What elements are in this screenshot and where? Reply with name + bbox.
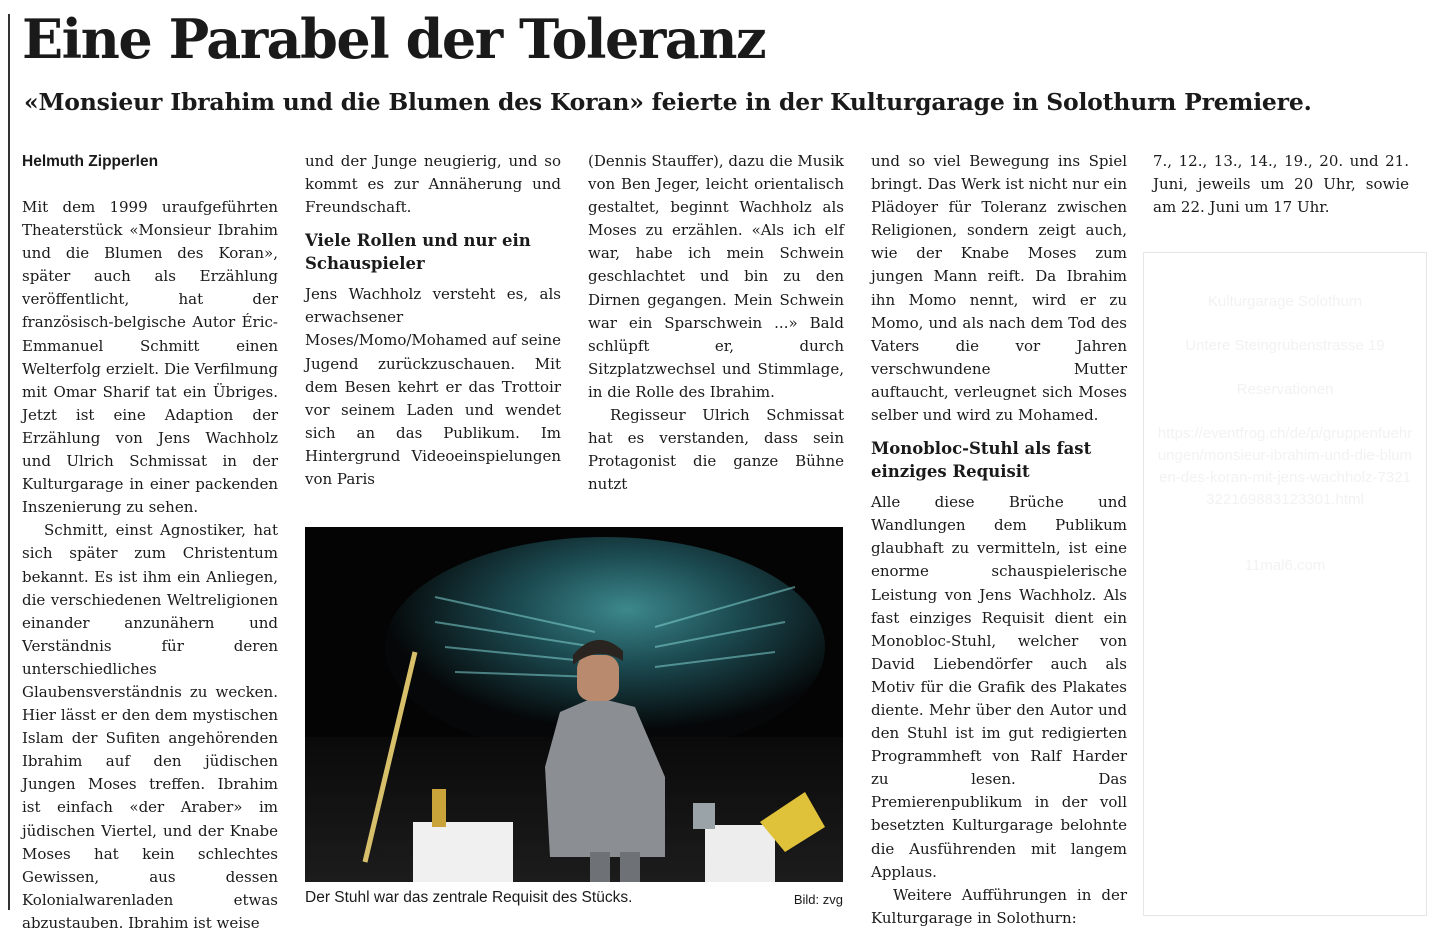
article-column-3	[588, 150, 844, 496]
article-column-1	[22, 150, 278, 935]
stage-photo	[305, 527, 843, 882]
info-venue: Kulturgarage Solothurn	[1207, 293, 1363, 310]
info-reservation-link[interactable]: https://eventfrog.ch/de/p/gruppenfuehrungen/monsieur-ibrahim-und-die-blumen-des-koran-mit-jens-wachholz-7321322169883123301.html	[1157, 425, 1413, 508]
paragraph: Alle diese Brüche und Wandlungen dem Publikum glaubhaft zu vermitteln, ist eine enorme schauspielerische Leistung von Jens Wachholz. Als fast einziges Requisit dient ein Monobloc-Stuhl, welcher von David Liebendörfer auch als Motiv für die Grafik des Plakates diente. Mehr über den Autor und den Stuhl ist im gut redigierten Programmheft von Ralf Harder zu lesen. Das Premierenpublikum in der voll besetzten Kulturgarage belohnte die Ausführenden mit langem Applaus.	[871, 493, 1127, 881]
stage-photo-illustration	[305, 527, 843, 882]
subheadline: «Monsieur Ibrahim und die Blumen des Koran» feierte in der Kulturgarage in Solothurn Premiere.	[24, 88, 1312, 116]
photo-credit: Bild: zvg	[793, 892, 843, 907]
info-website-link[interactable]: 11mal6.com	[1244, 557, 1326, 574]
info-box	[1143, 252, 1427, 916]
caption-text: Der Stuhl war das zentrale Requisit des Stücks.	[305, 889, 633, 906]
paragraph: 7., 12., 13., 14., 19., 20. und 21. Juni, jeweils um 20 Uhr, sowie am 22. Juni um 17 Uhr.	[1153, 152, 1409, 217]
info-address: Untere Steingrubenstrasse 19	[1185, 337, 1385, 354]
paragraph: Mit dem 1999 uraufgeführten Theaterstück «Monsieur Ibrahim und die Blumen des Koran», später auch als Erzählung veröffentlicht, hat der französisch-belgische Autor Éric-Emmanuel Schmitt einen Welterfolg erzielt. Die Verfilmung mit Omar Sharif tat ein Übriges. Jetzt ist eine Adaption der Erzählung von Jens Wachholz und Ulrich Schmissat in der Kulturgarage in einer packenden Inszenierung zu sehen.	[22, 198, 278, 517]
paragraph: und so viel Bewegung ins Spiel bringt. Das Werk ist nicht nur ein Plädoyer für Toleranz zwischen Religionen, sondern zeigt auch, wie der Knabe Moses zum jungen Mann reift. Da Ibrahim ihn Momo nennt, wird er zu Momo, und als nach dem Tod des Vaters die vor Jahren verschwundene Mutter auftaucht, verleugnet sich Moses selber und wird zu Mohamed.	[871, 152, 1127, 425]
photo-caption	[305, 887, 843, 909]
article-column-2	[305, 150, 561, 491]
headline: Eine Parabel der Toleranz	[22, 7, 766, 71]
section-heading: Monobloc-Stuhl als fast einziges Requisit	[871, 439, 1092, 482]
paragraph: (Dennis Stauffer), dazu die Musik von Ben Jeger, leicht orientalisch gestaltet, beginnt Wachholz als Moses zu erzählen. «Als ich elf war, habe ich mein Schwein geschlachtet und bin zu den Dirnen gegangen. Mein Schwein war ein Sparschwein ...» Bald schlüpft er, durch Sitzplatzwechsel und Stimmlage, in die Rolle des Ibrahim.	[588, 152, 844, 401]
byline: Helmuth Zipperlen	[22, 153, 159, 170]
info-reservation-label: Reservationen	[1236, 381, 1334, 398]
left-column-rule	[8, 14, 10, 910]
section-heading: Viele Rollen und nur ein Schauspieler	[305, 231, 531, 274]
paragraph: Weitere Aufführungen in der Kulturgarage in Solothurn:	[871, 885, 1127, 927]
article-column-4	[871, 150, 1127, 930]
paragraph: Regisseur Ulrich Schmissat hat es verstanden, dass sein Protagonist die ganze Bühne nutzt	[588, 406, 844, 494]
article-column-5	[1153, 150, 1409, 219]
paragraph: Schmitt, einst Agnostiker, hat sich später zum Christentum bekannt. Es ist ihm ein Anliegen, die verschiedenen Weltreligionen einander anzunähern und Verständnis für deren unterschiedliches Glaubensverständnis zu wecken. Hier lässt er den dem mystischen Islam der Sufiten angehörenden Ibrahim auf den jüdischen Jungen Moses treffen. Ibrahim ist einfach «der Araber» im jüdischen Viertel, und der Knabe Moses hat kein schlechtes Gewissen, aus dessen Kolonialwarenladen etwas abzustauben. Ibrahim ist weise	[22, 521, 278, 932]
paragraph: Jens Wachholz versteht es, als erwachsener Moses/Momo/Mohamed auf seine Jugend zurückzuschauen. Mit dem Besen kehrt er das Trottoir vor seinem Laden und wendet sich an das Publikum. Im Hintergrund Videoeinspielungen von Paris	[305, 285, 561, 489]
paragraph: und der Junge neugierig, und so kommt es zur Annäherung und Freundschaft.	[305, 152, 561, 217]
